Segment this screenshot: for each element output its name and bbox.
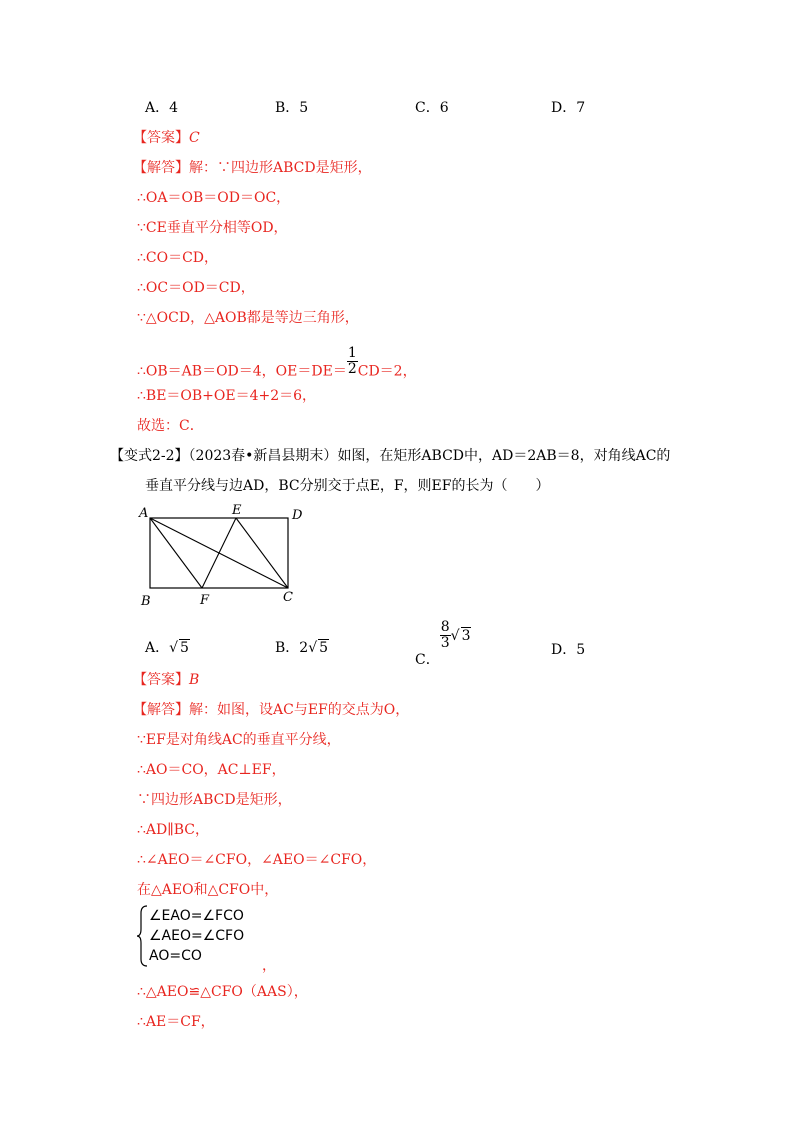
q2-option-a-prefix: A．	[145, 640, 170, 656]
q2-solution-line-2: ∵EF是对角线AC的垂直平分线，	[137, 732, 341, 748]
q2-option-c-num: 8	[440, 619, 450, 635]
q1-cd-text: CD＝2，	[357, 363, 417, 380]
q2-option-a	[145, 638, 190, 658]
q1-frac-den: 2	[347, 361, 357, 377]
q1-option-c: C．6	[415, 100, 449, 116]
q1-fraction	[347, 346, 358, 377]
q1-solution-line-4: ∴CO＝CD，	[137, 250, 219, 266]
q1-option-d: D．7	[551, 100, 586, 116]
system-comma: ，	[262, 958, 276, 974]
q2-stem-line-1	[110, 446, 670, 466]
q1-answer-value: C	[189, 130, 200, 146]
system-brace	[137, 905, 149, 967]
q2-solution-line-1	[133, 700, 409, 720]
q1-answer	[133, 128, 200, 148]
q2-stem-text-1: 如图，在矩形ABCD中，AD＝2AB＝8，对角线AC的	[337, 448, 671, 464]
q2-answer-value: B	[189, 672, 200, 688]
q2-option-b-radicand: 5	[319, 640, 329, 656]
q2-solution-line-9: ∴AE＝CF，	[137, 1014, 215, 1030]
q1-option-a: A．4	[145, 100, 179, 116]
q2-option-c-radicand: 3	[461, 627, 471, 644]
q1-solution-line-1	[133, 158, 372, 178]
q2-solution-line-3: ∴AO＝CO，AC⊥EF，	[137, 762, 286, 778]
q2-solution-line-6: ∴∠AEO＝∠CFO，∠AEO＝∠CFO，	[137, 852, 377, 868]
q1-solution-text: 解：∵四边形ABCD是矩形，	[189, 160, 372, 176]
q2-option-b-sqrt: √ 5	[308, 640, 329, 656]
q2-solution-line-5: ∴AD∥BC，	[137, 822, 209, 838]
q1-oe-text: ∴OB＝AB＝OD＝4，OE＝DE＝	[137, 363, 347, 380]
system-eq-3: AO=CO	[149, 948, 202, 964]
label-b: B	[141, 594, 151, 609]
q1-solution-line-6: ∵△OCD，△AOB都是等边三角形，	[137, 310, 359, 326]
segment-af	[150, 518, 202, 588]
q2-option-c-sqrt: √ 3	[450, 627, 471, 644]
system-eq-2: ∠AEO=∠CFO	[149, 928, 245, 944]
q1-solution-line-5: ∴OC＝OD＝CD，	[137, 280, 255, 296]
label-a: A	[139, 506, 149, 521]
q2-solution-label: 【解答】	[133, 702, 189, 718]
q2-option-c-prefix: C．	[415, 651, 440, 668]
q2-option-c-den: 3	[440, 635, 450, 651]
segment-ec	[236, 518, 288, 588]
q2-answer-label: 【答案】	[133, 672, 189, 688]
q2-answer	[133, 670, 199, 690]
segment-fe	[202, 518, 236, 588]
label-c: C	[283, 590, 293, 605]
q2-option-a-radicand: 5	[180, 640, 189, 656]
q1-solution-line-9: 故选：C．	[137, 418, 204, 434]
q2-solution-line-4: ∵四边形ABCD是矩形，	[137, 792, 292, 808]
q1-solution-line-8: ∴BE＝OB+OE＝4+2＝6，	[137, 388, 317, 404]
q2-rectangle-figure	[135, 500, 315, 610]
label-d: D	[292, 508, 303, 523]
system-eq-1: ∠EAO=∠FCO	[149, 908, 244, 924]
q1-answer-label: 【答案】	[133, 130, 189, 146]
q1-solution-line-2: ∴OA＝OB＝OD＝OC，	[137, 190, 291, 206]
q1-solution-line-7	[137, 345, 417, 387]
q2-stem-line-2: 垂直平分线与边AD，BC分别交于点E，F，则EF的长为（ ）	[145, 478, 550, 494]
q2-option-b	[275, 638, 329, 658]
label-f: F	[200, 593, 210, 608]
q2-option-c	[415, 619, 471, 668]
q1-frac-num: 1	[347, 345, 357, 361]
q1-option-b: B．5	[275, 100, 309, 116]
q2-option-d: D．5	[551, 642, 586, 658]
label-e: E	[232, 503, 242, 518]
q2-option-a-sqrt: √ 5	[169, 640, 189, 656]
q2-solution-text: 解：如图，设AC与EF的交点为O，	[189, 702, 410, 718]
q2-option-b-coef: 2	[299, 640, 309, 656]
q2-option-c-fraction	[440, 620, 451, 651]
q2-tag: 【变式2-2】	[110, 448, 189, 464]
q2-solution-line-7: 在△AEO和△CFO中，	[137, 882, 279, 898]
q1-solution-line-3: ∵CE垂直平分相等OD，	[137, 220, 288, 236]
q1-solution-label: 【解答】	[133, 160, 189, 176]
q2-solution-line-8: ∴△AEO≌△CFO（AAS），	[137, 984, 308, 1000]
q2-option-b-prefix: B．	[275, 640, 300, 656]
q2-source: （2023春•新昌县期末）	[188, 448, 338, 464]
